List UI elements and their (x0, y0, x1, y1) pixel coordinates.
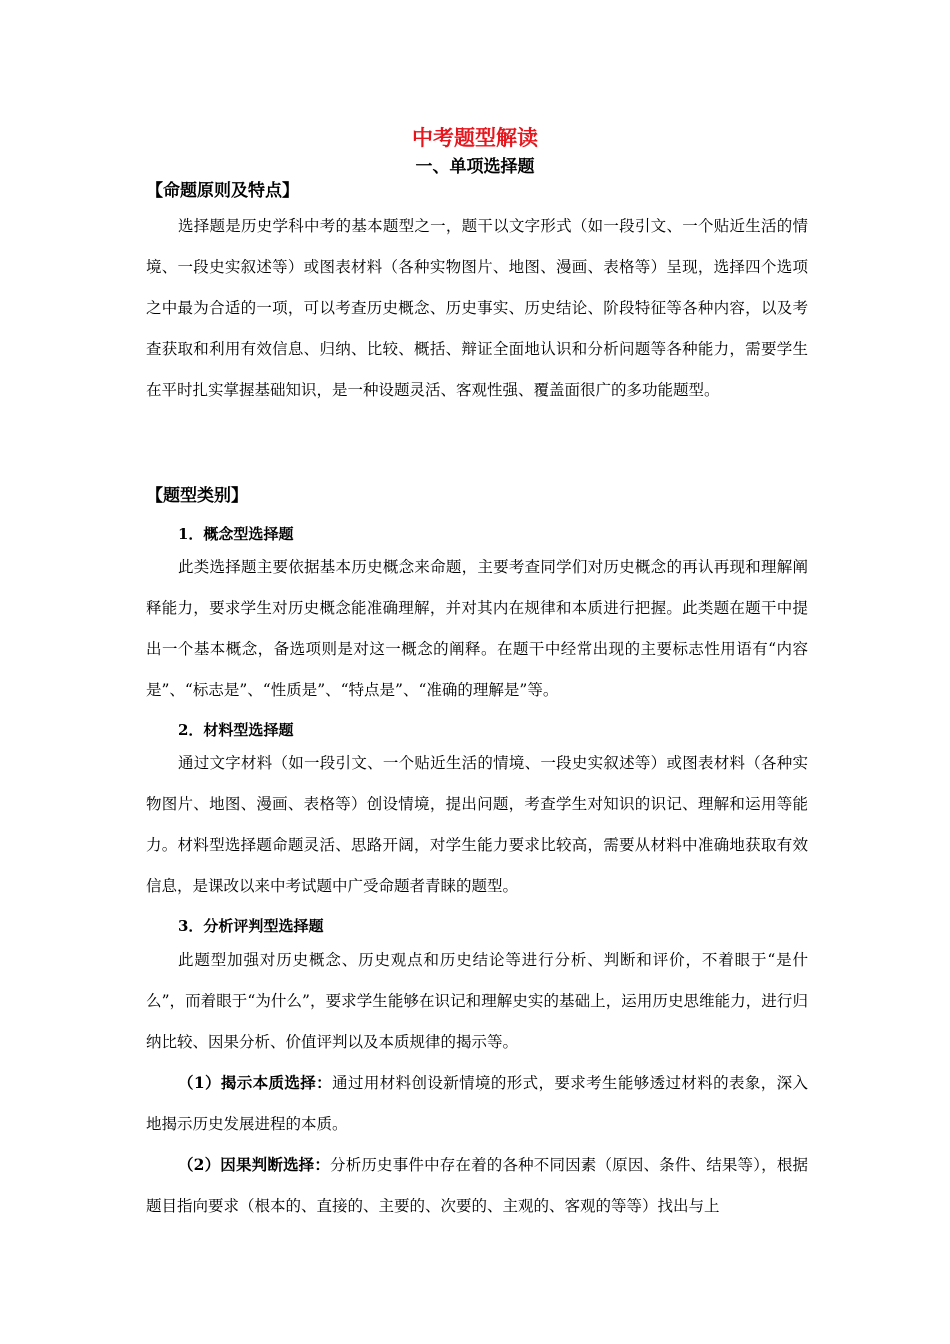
paragraph-essence-choice (146, 1062, 808, 1145)
paragraph-principles: 选择题是历史学科中考的基本题型之一，题干以文字形式（如一段引文、一个贴近生活的情境、一段史实叙述等）或图表材料（各种实物图片、地图、漫画、表格等）呈现，选择四个选项之中最为合适的一项，可以考查历史概念、历史事实、历史结论、阶段特征等各种内容，以及考查获取和利用有效信息、归纳、比较、概括、辩证全面地认识和分析问题等各种能力，需要学生在平时扎实掌握基础知识，是一种设题灵活、客观性强、覆盖面很广的多功能题型。 (146, 217, 808, 399)
paragraph-analysis-type: 此题型加强对历史概念、历史观点和历史结论等进行分析、判断和评价，不着眼于“是什么”，而着眼于“为什么”，要求学生能够在识记和理解史实的基础上，运用历史思维能力，进行归纳比较、因果分析、价值评判以及本质规律的揭示等。 (146, 951, 808, 1051)
paragraph-concept-type: 此类选择题主要依据基本历史概念来命题，主要考查同学们对历史概念的再认再现和理解阐释能力，要求学生对历史概念能准确理解，并对其内在规律和本质进行把握。此类题在题干中提出一个基本概念，备选项则是对这一概念的阐释。在题干中经常出现的主要标志性用语有“内容是”、“标志是”、“性质是”、“特点是”、“准确的理解是”等。 (146, 558, 808, 699)
subheading-analysis-type: 3．分析评判型选择题 (178, 917, 324, 935)
section-subtitle: 一、单项选择题 (415, 157, 535, 177)
subheading-material-type: 2．材料型选择题 (178, 721, 294, 739)
label-causal-choice: （2）因果判断选择： (178, 1155, 331, 1174)
label-essence-choice: （1）揭示本质选择： (178, 1073, 333, 1092)
text-essence-choice: 通过用材料创设新情境的形式，要求考生能够透过材料的表象，深入地揭示历史发展进程的本质。 (146, 1074, 808, 1133)
heading-principles: 【命题原则及特点】 (146, 181, 299, 201)
paragraph-causal-choice (146, 1144, 808, 1227)
paragraph-material-type: 通过文字材料（如一段引文、一个贴近生活的情境、一段史实叙述等）或图表材料（各种实物图片、地图、漫画、表格等）创设情境，提出问题，考查学生对知识的识记、理解和运用等能力。材料型选择题命题灵活、思路开阔，对学生能力要求比较高，需要从材料中准确地获取有效信息，是课改以来中考试题中广受命题者青睐的题型。 (146, 754, 808, 895)
heading-categories: 【题型类别】 (146, 486, 248, 506)
document-title: 中考题型解读 (412, 125, 538, 150)
subheading-concept-type: 1．概念型选择题 (178, 525, 294, 543)
text-causal-choice: 分析历史事件中存在着的各种不同因素（原因、条件、结果等），根据题目指向要求（根本的、直接的、主要的、次要的、主观的、客观的等等）找出与上 (146, 1156, 808, 1215)
